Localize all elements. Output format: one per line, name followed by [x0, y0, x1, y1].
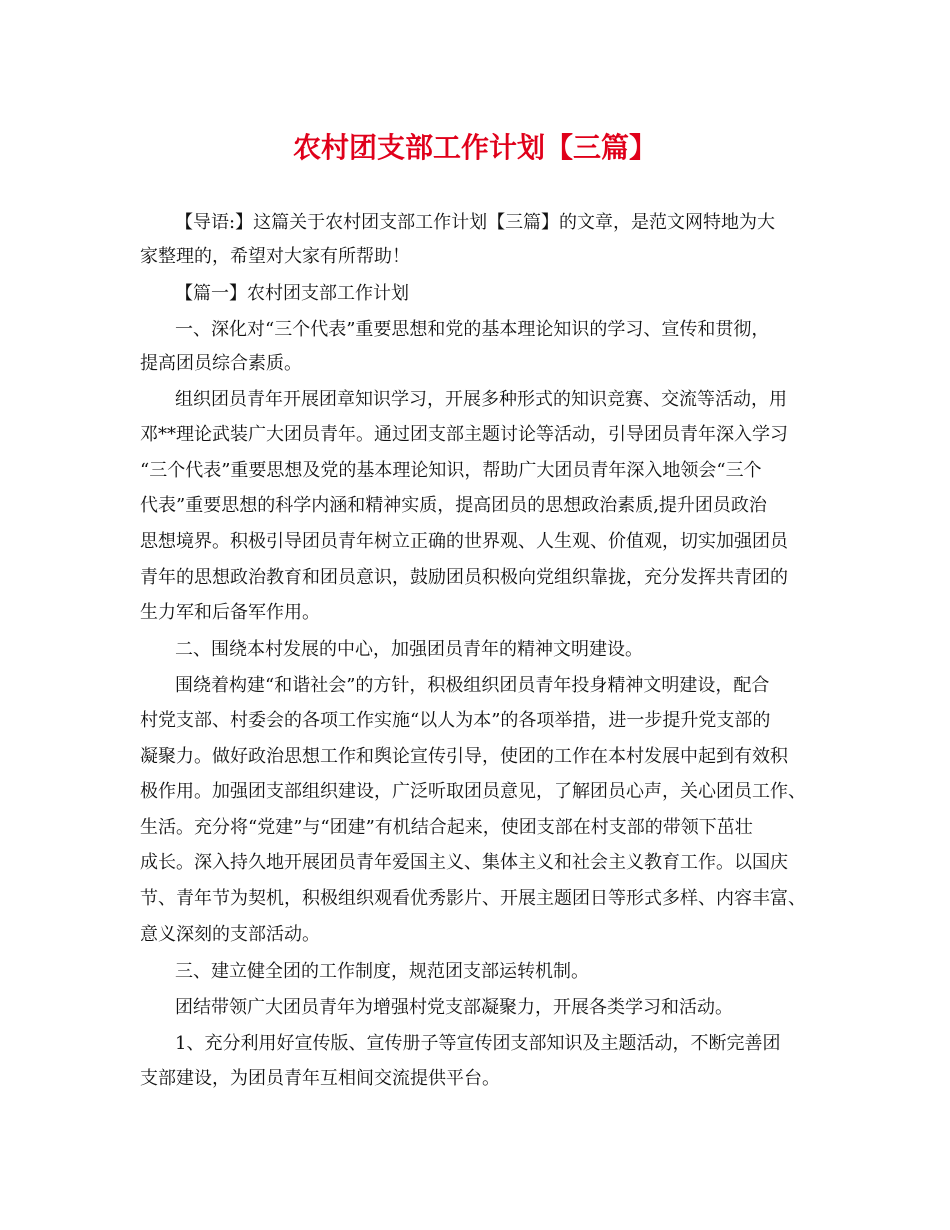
- paragraph-line: 青年的思想政治教育和团员意识，鼓励团员积极向党组织靠拢，充分发挥共青团的: [140, 567, 788, 588]
- document-title: 农村团支部工作计划【三篇】: [292, 131, 657, 164]
- paragraph-line: 团结带领广大团员青年为增强村党支部凝聚力，开展各类学习和活动。: [175, 997, 733, 1018]
- paragraph-line: 意义深刻的支部活动。: [140, 924, 320, 945]
- heading-one-line-2: 提高团员综合素质。: [140, 353, 302, 374]
- paragraph-line: 节、青年节为契机，积极组织观看优秀影片、开展主题团日等形式多样、内容丰富、: [140, 888, 806, 909]
- paragraph-line: 组织团员青年开展团章知识学习，开展多种形式的知识竞赛、交流等活动，用: [175, 389, 787, 410]
- paragraph-line: 围绕着构建“和谐社会”的方针，积极组织团员青年投身精神文明建设，配合: [175, 675, 770, 696]
- paragraph-line: “三个代表”重要思想及党的基本理论知识，帮助广大团员青年深入地领会“三个: [140, 460, 762, 481]
- heading-three: 三、建立健全团的工作制度，规范团支部运转机制。: [175, 961, 589, 982]
- paragraph-line: 凝聚力。做好政治思想工作和舆论宣传引导，使团的工作在本村发展中起到有效积: [140, 746, 788, 767]
- intro-line-2: 家整理的，希望对大家有所帮助！: [140, 246, 410, 267]
- paragraph-line: 邓**理论武装广大团员青年。通过团支部主题讨论等活动，引导团员青年深入学习: [140, 424, 788, 445]
- paragraph-line: 村党支部、村委会的各项工作实施“以人为本”的各项举措，进一步提升党支部的: [140, 710, 771, 731]
- paragraph-line: 生活。充分将“党建”与“团建”有机结合起来，使团支部在村支部的带领下茁壮: [140, 817, 753, 838]
- section-heading-part-one: 【篇一】农村团支部工作计划: [175, 283, 409, 304]
- heading-one-line-1: 一、深化对“三个代表”重要思想和党的基本理论知识的学习、宣传和贯彻，: [175, 319, 770, 340]
- list-item-line-2: 支部建设，为团员青年互相间交流提供平台。: [140, 1068, 500, 1089]
- paragraph-line: 成长。深入持久地开展团员青年爱国主义、集体主义和社会主义教育工作。以国庆: [140, 852, 788, 873]
- paragraph-line: 代表”重要思想的科学内涵和精神实质，提高团员的思想政治素质,提升团员政治: [140, 495, 767, 516]
- heading-two: 二、围绕本村发展的中心，加强团员青年的精神文明建设。: [175, 639, 643, 660]
- paragraph-line: 极作用。加强团支部组织建设，广泛听取团员意见，了解团员心声，关心团员工作、: [140, 781, 806, 802]
- paragraph-line: 生力军和后备军作用。: [140, 602, 320, 623]
- paragraph-line: 思想境界。积极引导团员青年树立正确的世界观、人生观、价值观，切实加强团员: [140, 531, 788, 552]
- list-item-line-1: 1、充分利用好宣传版、宣传册子等宣传团支部知识及主题活动，不断完善团: [175, 1033, 781, 1054]
- intro-line-1: 【导语:】这篇关于农村团支部工作计划【三篇】的文章，是范文网特地为大: [175, 212, 776, 233]
